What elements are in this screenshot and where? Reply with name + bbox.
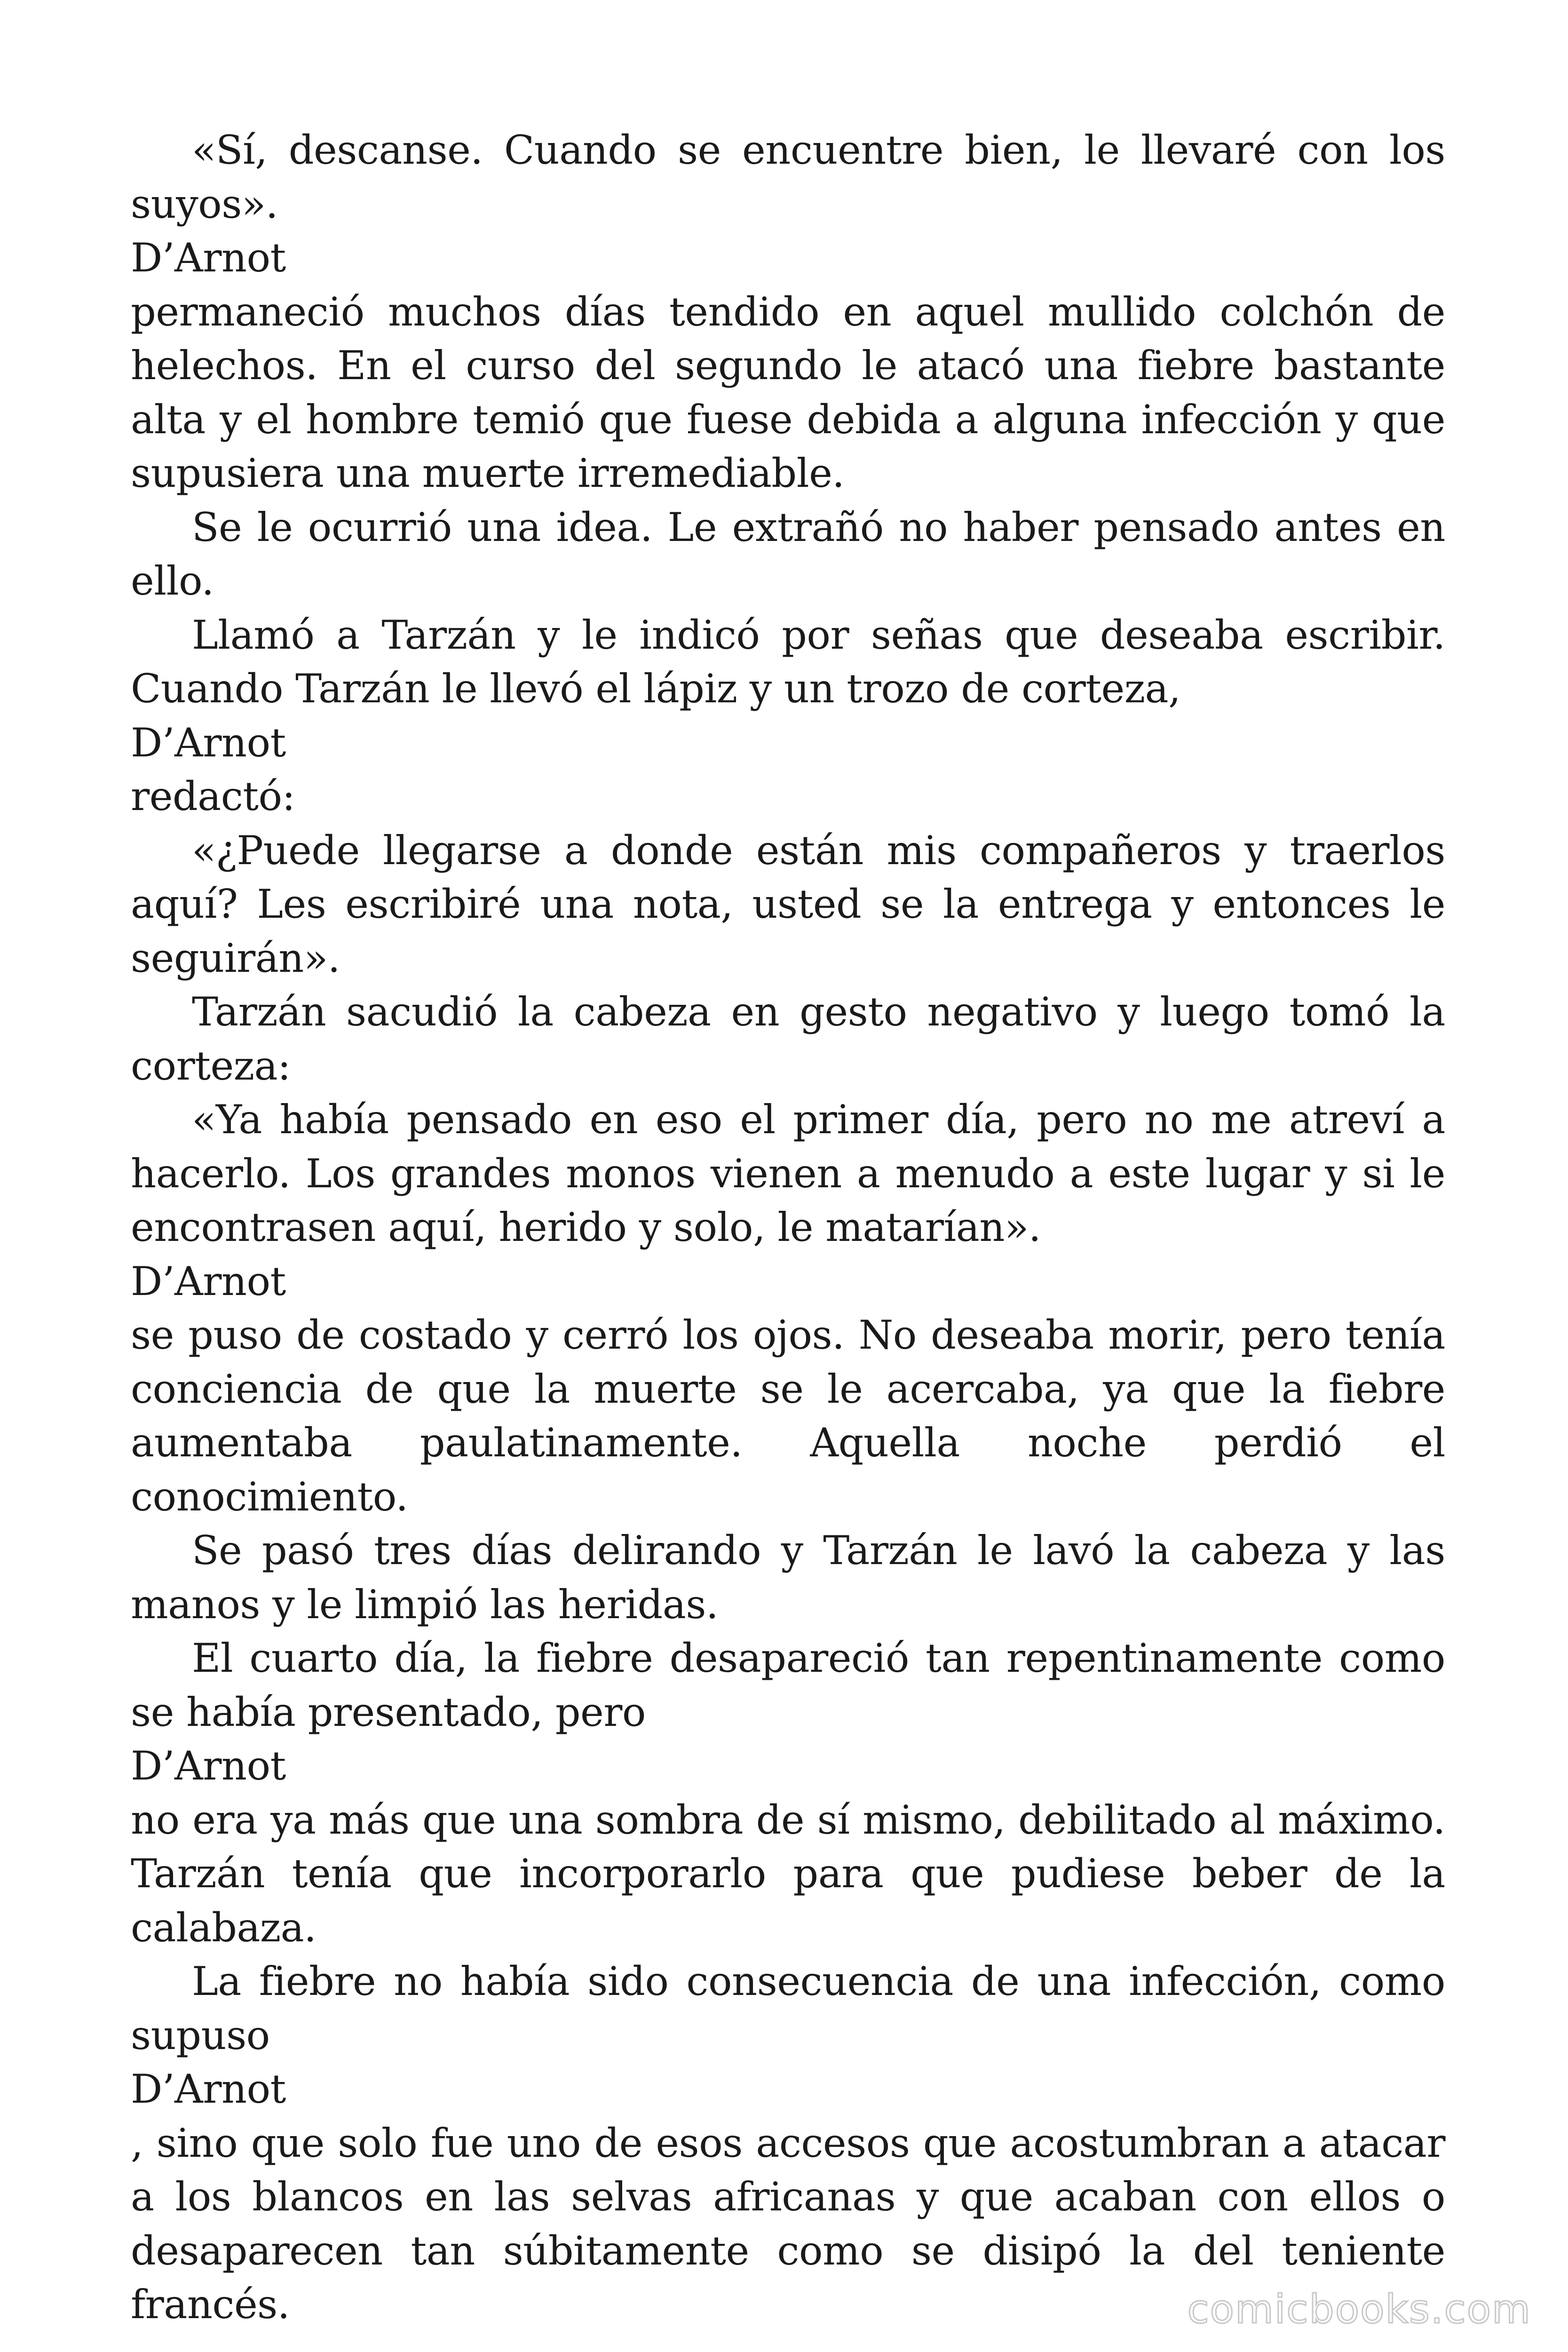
- paragraph: no era ya más que una sombra de sí mismo, debilitado al máximo. Tarzán tenía que incorporarlo para que pudiese beber de la calabaza.: [131, 1796, 1445, 1951]
- paragraph: Tarzán sacudió la cabeza en gesto negativo y luego tomó la corteza:: [131, 989, 1445, 1089]
- paragraph: permaneció muchos días tendido en aquel mullido colchón de helechos. En el curso del segundo le atacó una fiebre bastante alta y el hombre temió que fuese debida a alguna infección y que supusiera una muerte irremediable.: [131, 288, 1445, 496]
- paragraph: , sino que solo fue uno de esos accesos que acostumbran a atacar a los blancos en las selvas africanas y que acaban con ellos o desaparecen tan súbitamente como se disipó la del teniente francés.: [131, 2120, 1445, 2328]
- paragraph: D’Arnot: [131, 1743, 286, 1789]
- paragraph: redactó:: [131, 773, 295, 819]
- paragraph: Se le ocurrió una idea. Le extrañó no haber pensado antes en ello.: [131, 504, 1445, 604]
- document-body: [131, 123, 1445, 2332]
- paragraph: D’Arnot: [131, 235, 286, 281]
- watermark: comicbooks.com: [1187, 2286, 1531, 2332]
- paragraph: D’Arnot: [131, 2066, 286, 2112]
- paragraph: D’Arnot: [131, 719, 286, 766]
- paragraph: Llamó a Tarzán y le indicó por señas que deseaba escribir. Cuando Tarzán le llevó el lápiz y un trozo de corteza,: [131, 612, 1445, 712]
- paragraph: La fiebre no había sido consecuencia de una infección, como supuso: [131, 1958, 1445, 2058]
- paragraph: «Ya había pensado en eso el primer día, pero no me atreví a hacerlo. Los grandes monos vienen a menudo a este lugar y si le encontrasen aquí, herido y solo, le matarían».: [131, 1097, 1445, 1250]
- paragraph: Se pasó tres días delirando y Tarzán le lavó la cabeza y las manos y le limpió las heridas.: [131, 1527, 1445, 1628]
- paragraph: «Sí, descanse. Cuando se encuentre bien, le llevaré con los suyos».: [131, 127, 1445, 227]
- paragraph: D’Arnot: [131, 1258, 286, 1304]
- paragraph: se puso de costado y cerró los ojos. No deseaba morir, pero tenía conciencia de que la muerte se le acercaba, ya que la fiebre aumentaba paulatinamente. Aquella noche perdió el conocimiento.: [131, 1312, 1445, 1520]
- paragraph: «¿Puede llegarse a donde están mis compañeros y traerlos aquí? Les escribiré una nota, usted se la entrega y entonces le seguirán».: [131, 827, 1445, 981]
- paragraph: El cuarto día, la fiebre desapareció tan repentinamente como se había presentado, pero: [131, 1635, 1445, 1735]
